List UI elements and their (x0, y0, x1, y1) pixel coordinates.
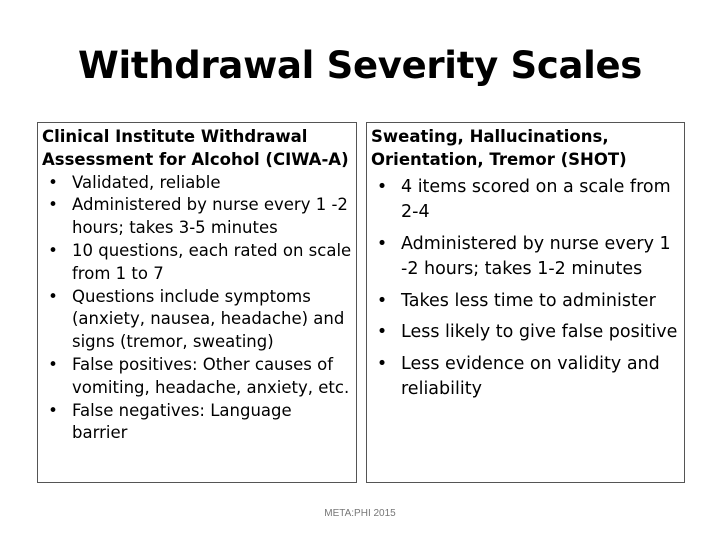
slide-title: Withdrawal Severity Scales (77, 44, 643, 87)
shot-heading-line2: Orientation, Tremor (SHOT) (371, 149, 627, 169)
footer-credit: META:PHI 2015 (324, 508, 396, 519)
shot-panel (366, 122, 685, 483)
list-item-text: Questions include symptoms (anxiety, nausea, headache) and signs (tremor, sweating) (72, 286, 345, 352)
list-item-text: Less evidence on validity and reliability (401, 353, 660, 400)
list-item (371, 289, 680, 315)
shot-bullet-list (371, 175, 680, 403)
bullet-icon: • (48, 172, 58, 192)
bullet-icon: • (48, 354, 58, 374)
list-item (42, 400, 352, 446)
list-item (42, 286, 352, 354)
list-item (371, 232, 680, 283)
list-item-text: Less likely to give false positive (401, 322, 678, 343)
bullet-icon: • (376, 353, 388, 374)
ciwa-heading-line1: Clinical Institute Withdrawal (42, 127, 308, 146)
bullet-icon: • (376, 322, 388, 343)
list-item-text: Administered by nurse every 1 -2 hours; takes 3-5 minutes (72, 195, 348, 238)
bullet-icon: • (376, 290, 388, 311)
shot-heading-line1: Sweating, Hallucinations, (371, 127, 609, 146)
bullet-icon: • (48, 195, 58, 215)
list-item (371, 320, 680, 346)
list-item (371, 352, 680, 403)
list-item-text: 10 questions, each rated on scale from 1 to 7 (72, 240, 352, 283)
bullet-icon: • (48, 286, 58, 306)
bullet-icon: • (376, 233, 388, 254)
ciwa-heading-line2: Assessment for Alcohol (CIWA-A) (42, 149, 349, 169)
ciwa-panel (37, 122, 357, 483)
shot-heading (371, 126, 680, 172)
list-item (42, 240, 352, 286)
list-item-text: Validated, reliable (72, 172, 221, 192)
list-item (371, 175, 680, 226)
list-item (42, 354, 352, 400)
bullet-icon: • (48, 240, 58, 260)
bullet-icon: • (48, 400, 58, 420)
list-item-text: False positives: Other causes of vomiting, headache, anxiety, etc. (72, 354, 350, 397)
ciwa-bullet-list (42, 172, 352, 446)
list-item (42, 194, 352, 240)
list-item-text: Takes less time to administer (401, 290, 656, 311)
bullet-icon: • (376, 176, 388, 197)
list-item-text: 4 items scored on a scale from 2-4 (401, 176, 671, 223)
list-item-text: Administered by nurse every 1 -2 hours; takes 1-2 minutes (401, 233, 671, 280)
list-item (42, 172, 352, 195)
list-item-text: False negatives: Language barrier (72, 400, 292, 443)
ciwa-heading (42, 126, 352, 172)
